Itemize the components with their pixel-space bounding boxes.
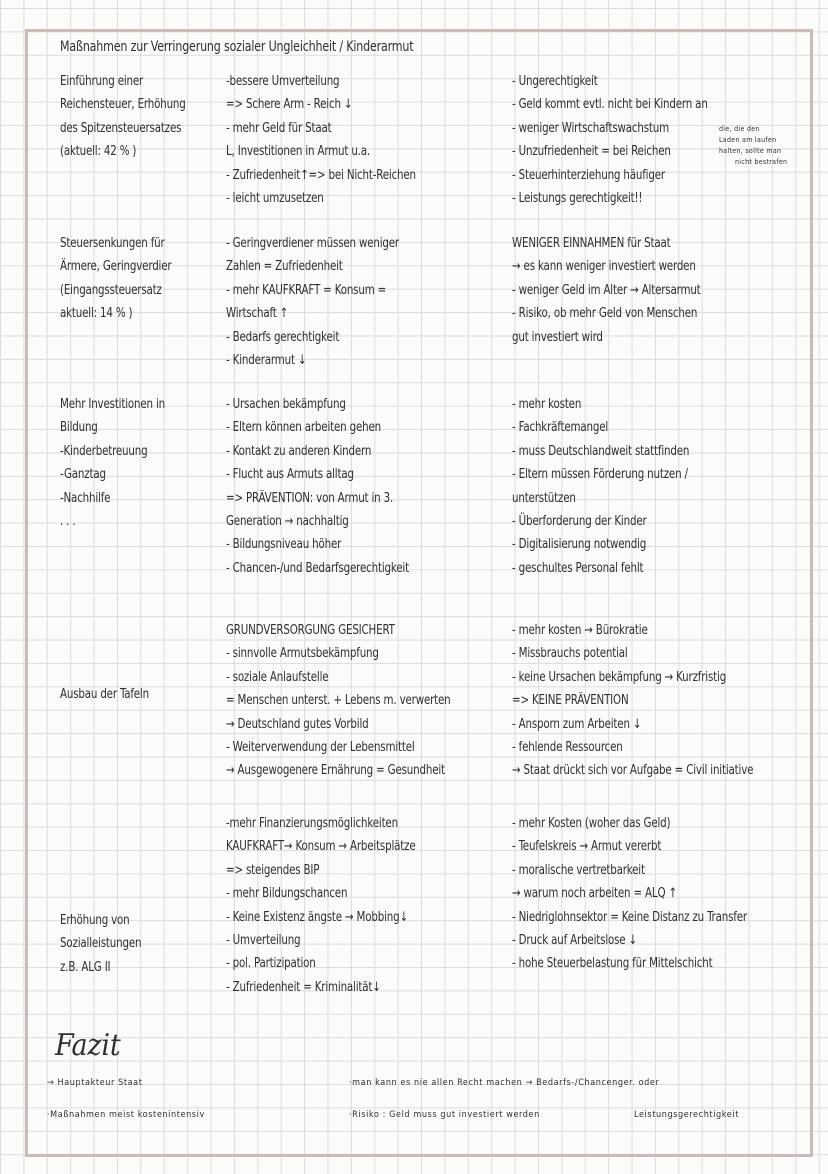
con-line: unterstützen bbox=[512, 490, 576, 506]
con-line: WENIGER EINNAHMEN für Staat bbox=[512, 236, 671, 251]
pro-line: - Bedarfs gerechtigkeit bbox=[226, 329, 340, 345]
con-line: - mehr kosten bbox=[512, 397, 582, 412]
measure-line: Einführung einer bbox=[60, 74, 144, 89]
side-note-line: nicht bestrafen bbox=[735, 158, 788, 166]
pro-line: → Ausgewogenere Ernährung = Gesundheit bbox=[226, 763, 445, 779]
pro-line: - mehr Geld für Staat bbox=[226, 120, 332, 136]
measure-line: Mehr Investitionen in bbox=[60, 397, 166, 412]
con-line: - moralische vertretbarkeit bbox=[512, 862, 645, 878]
pro-line: Zahlen = Zufriedenheit bbox=[226, 259, 343, 275]
pro-line: - Ursachen bekämpfung bbox=[226, 397, 346, 412]
fazit-point: → Hauptakteur Staat bbox=[47, 1078, 143, 1088]
measure-line: (aktuell: 42 % ) bbox=[60, 144, 137, 160]
measure-line: z.B. ALG II bbox=[60, 959, 111, 975]
fazit-point: ·man kann es nie allen Recht machen → Bedarfs-/Chancenger. oder bbox=[349, 1078, 660, 1088]
pro-line: GRUNDVERSORGUNG GESICHERT bbox=[226, 623, 395, 638]
fazit-point: ·Maßnahmen meist kostenintensiv bbox=[47, 1110, 205, 1120]
pro-line: → Deutschland gutes Vorbild bbox=[226, 716, 369, 732]
con-line: - Druck auf Arbeitslose ↓ bbox=[512, 933, 638, 948]
pro-line: Generation → nachhaltig bbox=[226, 514, 349, 529]
con-line: - mehr Kosten (woher das Geld) bbox=[512, 816, 671, 831]
con-line: - mehr kosten → Bürokratie bbox=[512, 623, 648, 638]
pro-line: - soziale Anlaufstelle bbox=[226, 669, 329, 685]
pro-line: - Zufriedenheit = Kriminalität↓ bbox=[226, 979, 381, 995]
pro-line: - Flucht aus Armuts alltag bbox=[226, 467, 354, 483]
pro-line: - leicht umzusetzen bbox=[226, 191, 324, 206]
pro-line: - pol. Partizipation bbox=[226, 956, 316, 972]
pro-line: Wirtschaft ↑ bbox=[226, 306, 289, 322]
con-line: - keine Ursachen bekämpfung → Kurzfristig bbox=[512, 669, 727, 685]
measure-line: aktuell: 14 % ) bbox=[60, 306, 133, 322]
con-line: => KEINE PRÄVENTION bbox=[512, 693, 629, 709]
pro-line: - Eltern können arbeiten gehen bbox=[226, 420, 381, 436]
pro-line: -mehr Finanzierungsmöglichkeiten bbox=[226, 816, 398, 831]
pro-line: - sinnvolle Armutsbekämpfung bbox=[226, 646, 379, 662]
con-line: → Staat drückt sich vor Aufgabe = Civil initiative bbox=[512, 763, 754, 779]
pro-line: L, Investitionen in Armut u.a. bbox=[226, 144, 371, 160]
page-frame bbox=[25, 29, 813, 1157]
con-line: gut investiert wird bbox=[512, 329, 603, 345]
con-line: - weniger Wirtschaftswachstum bbox=[512, 120, 669, 136]
side-note-line: die, die den bbox=[719, 125, 760, 133]
pro-line: - Weiterverwendung der Lebensmittel bbox=[226, 740, 415, 755]
con-line: - Steuerhinterziehung häufiger bbox=[512, 167, 665, 183]
con-line: → warum noch arbeiten = ALQ ↑ bbox=[512, 886, 677, 902]
con-line: - Unzufriedenheit = bei Reichen bbox=[512, 144, 671, 160]
fazit-point: Leistungsgerechtigkeit bbox=[634, 1110, 739, 1120]
pro-line: - Kontakt zu anderen Kindern bbox=[226, 443, 372, 459]
con-line: - Digitalisierung notwendig bbox=[512, 537, 647, 553]
measure-line: Steuersenkungen für bbox=[60, 236, 165, 251]
measure-line: Bildung bbox=[60, 420, 98, 436]
con-line: - Fachkräftemangel bbox=[512, 420, 609, 436]
con-line: → es kann weniger investiert werden bbox=[512, 259, 696, 275]
measure-line: Ärmere, Geringverdier bbox=[60, 259, 172, 275]
pro-line: - Keine Existenz ängste → Mobbing↓ bbox=[226, 909, 408, 925]
side-note-line: halten, sollte man bbox=[719, 147, 782, 155]
con-line: - muss Deutschlandweit stattfinden bbox=[512, 443, 690, 459]
pro-line: => PRÄVENTION: von Armut in 3. bbox=[226, 490, 394, 506]
con-line: - Risiko, ob mehr Geld von Menschen bbox=[512, 306, 698, 322]
pro-line: - mehr Bildungschancen bbox=[226, 886, 348, 902]
pro-line: - Zufriedenheit↑=> bei Nicht-Reichen bbox=[226, 167, 416, 183]
measure-line: Sozialleistungen bbox=[60, 936, 142, 952]
con-line: - Eltern müssen Förderung nutzen / bbox=[512, 467, 688, 483]
pro-line: -bessere Umverteilung bbox=[226, 74, 340, 89]
con-line: - Ansporn zum Arbeiten ↓ bbox=[512, 716, 642, 732]
page-title: Maßnahmen zur Verringerung sozialer Ungleichheit / Kinderarmut bbox=[60, 39, 414, 55]
measure-line: des Spitzensteuersatzes bbox=[60, 120, 182, 136]
fazit-heading: Fazit bbox=[55, 1028, 121, 1063]
measure-line: -Nachhilfe bbox=[60, 490, 111, 506]
measure-line: . . . bbox=[60, 514, 76, 529]
side-note-line: Laden am laufen bbox=[719, 136, 777, 144]
measure-line: -Ganztag bbox=[60, 467, 106, 483]
con-line: - Überforderung der Kinder bbox=[512, 514, 647, 529]
measure-line: -Kinderbetreuung bbox=[60, 443, 148, 459]
pro-line: - Geringverdiener müssen weniger bbox=[226, 236, 399, 251]
con-line: - Leistungs gerechtigkeit!! bbox=[512, 191, 643, 206]
con-line: - Geld kommt evtl. nicht bei Kindern an bbox=[512, 97, 708, 113]
con-line: - Missbrauchs potential bbox=[512, 646, 628, 662]
pro-line: => Schere Arm - Reich ↓ bbox=[226, 97, 353, 113]
pro-line: => steigendes BIP bbox=[226, 862, 320, 878]
con-line: - weniger Geld im Alter → Altersarmut bbox=[512, 282, 701, 298]
pro-line: - Kinderarmut ↓ bbox=[226, 353, 307, 368]
measure-line: Reichensteuer, Erhöhung bbox=[60, 97, 186, 113]
pro-line: - mehr KAUFKRAFT = Konsum = bbox=[226, 282, 387, 298]
con-line: - Teufelskreis → Armut vererbt bbox=[512, 839, 662, 855]
con-line: - fehlende Ressourcen bbox=[512, 740, 623, 755]
pro-line: KAUFKRAFT→ Konsum → Arbeitsplätze bbox=[226, 839, 416, 855]
measure-line: Ausbau der Tafeln bbox=[60, 687, 149, 702]
con-line: - Ungerechtigkeit bbox=[512, 74, 598, 89]
con-line: - Niedriglohnsektor = Keine Distanz zu Transfer bbox=[512, 909, 747, 925]
pro-line: - Bildungsniveau höher bbox=[226, 537, 342, 553]
con-line: - geschultes Personal fehlt bbox=[512, 560, 644, 576]
measure-line: Erhöhung von bbox=[60, 913, 130, 928]
pro-line: - Chancen-/und Bedarfsgerechtigkeit bbox=[226, 560, 409, 576]
pro-line: - Umverteilung bbox=[226, 933, 301, 948]
measure-line: (Eingangssteuersatz bbox=[60, 282, 162, 298]
con-line: - hohe Steuerbelastung für Mittelschicht bbox=[512, 956, 713, 972]
pro-line: = Menschen unterst. + Lebens m. verwerten bbox=[226, 693, 451, 709]
fazit-point: ·Risiko : Geld muss gut investiert werden bbox=[349, 1110, 540, 1120]
